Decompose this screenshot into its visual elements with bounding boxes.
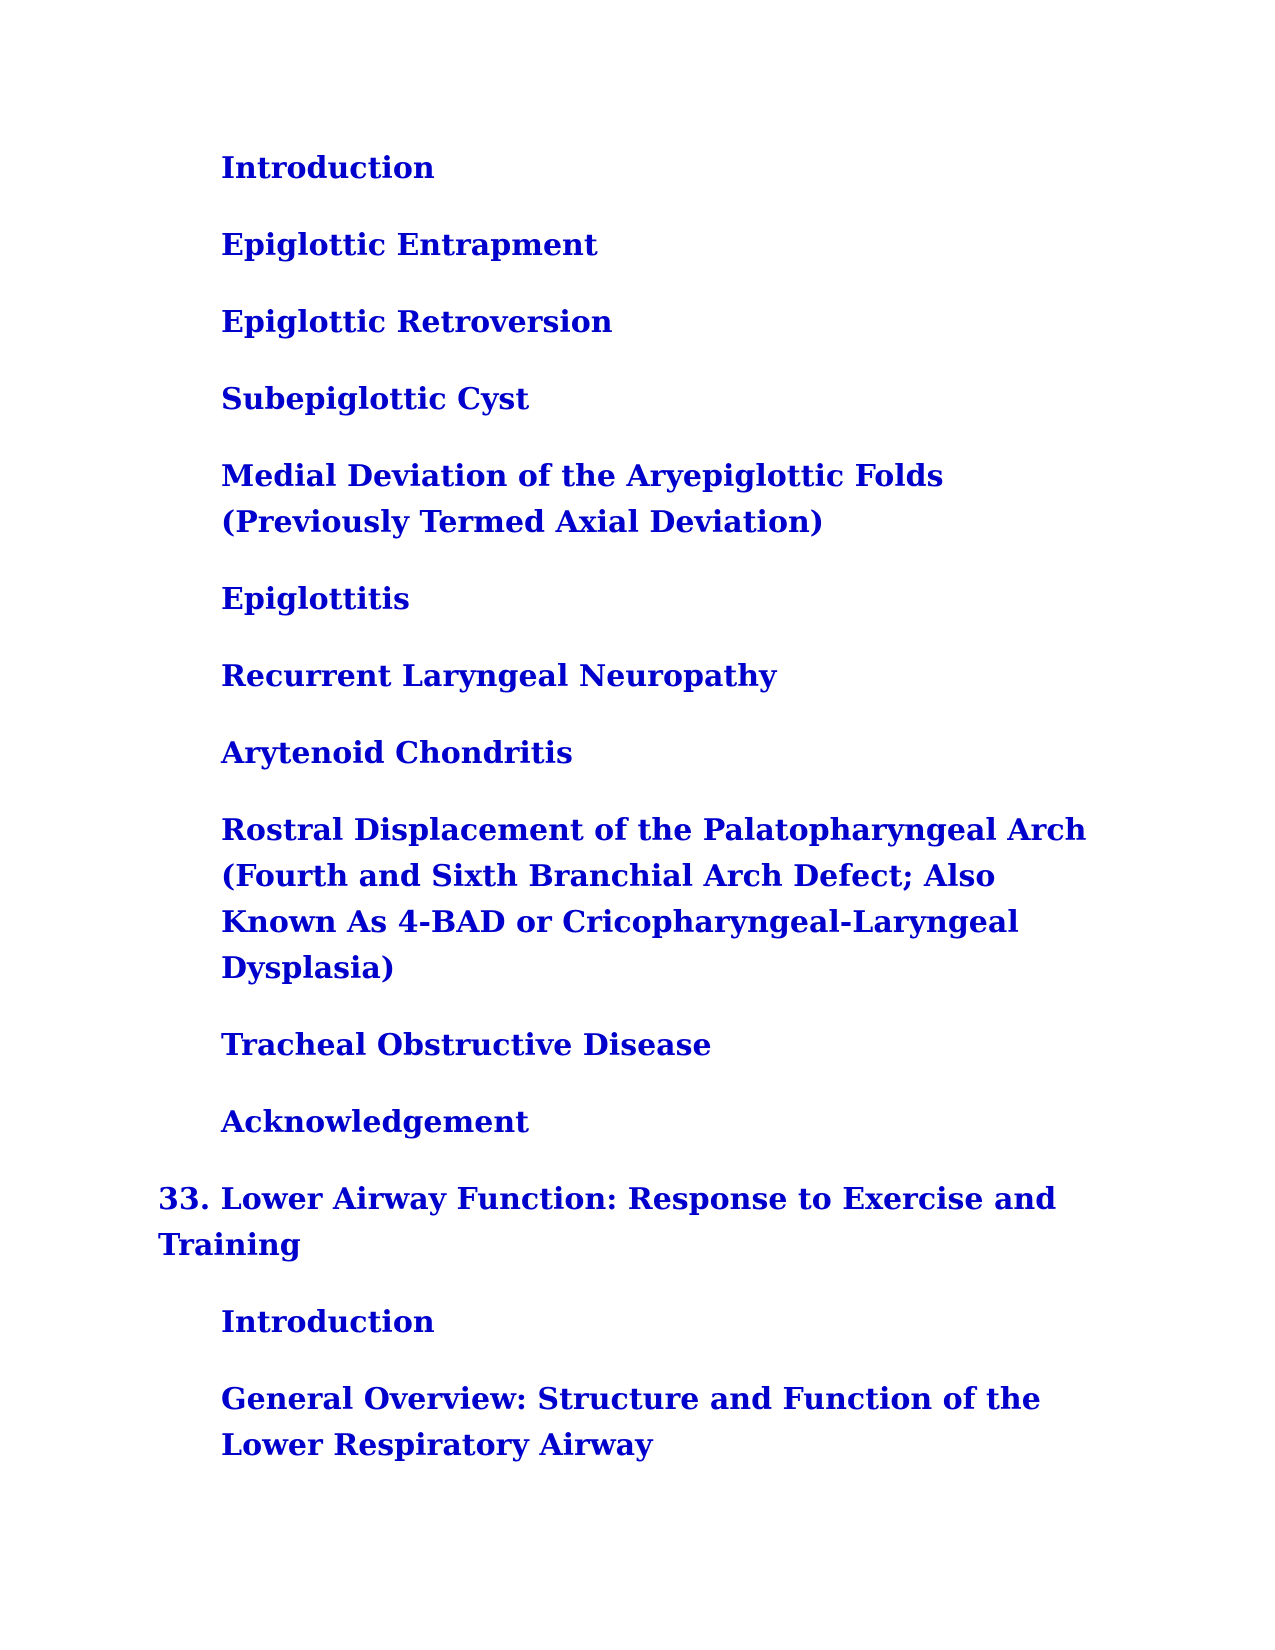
table-of-contents [158, 146, 1118, 1500]
toc-link-rostral-displacement[interactable]: Rostral Displacement of the Palatopharyngeal Arch (Fourth and Sixth Branchial Arch Defect; Also Known As 4-BAD or Cricopharyngeal-Laryngeal Dysplasia) [221, 813, 1087, 986]
toc-link-medial-deviation[interactable]: Medial Deviation of the Aryepiglottic Folds (Previously Termed Axial Deviation) [221, 459, 944, 540]
toc-link-tracheal-obstructive-disease[interactable]: Tracheal Obstructive Disease [221, 1028, 712, 1063]
toc-link-arytenoid-chondritis[interactable]: Arytenoid Chondritis [221, 736, 573, 771]
toc-link-introduction-ch33[interactable]: Introduction [221, 1305, 435, 1340]
toc-link-epiglottic-retroversion[interactable]: Epiglottic Retroversion [221, 305, 613, 340]
toc-link-epiglottitis[interactable]: Epiglottitis [221, 582, 410, 617]
toc-link-subepiglottic-cyst[interactable]: Subepiglottic Cyst [221, 382, 530, 417]
toc-link-chapter-33[interactable]: 33. Lower Airway Function: Response to Exercise and Training [158, 1182, 1057, 1263]
toc-link-introduction[interactable]: Introduction [221, 151, 435, 186]
toc-link-acknowledgement[interactable]: Acknowledgement [221, 1105, 529, 1140]
toc-link-epiglottic-entrapment[interactable]: Epiglottic Entrapment [221, 228, 598, 263]
toc-link-general-overview[interactable]: General Overview: Structure and Function of the Lower Respiratory Airway [221, 1382, 1041, 1463]
toc-link-recurrent-laryngeal-neuropathy[interactable]: Recurrent Laryngeal Neuropathy [221, 659, 777, 694]
